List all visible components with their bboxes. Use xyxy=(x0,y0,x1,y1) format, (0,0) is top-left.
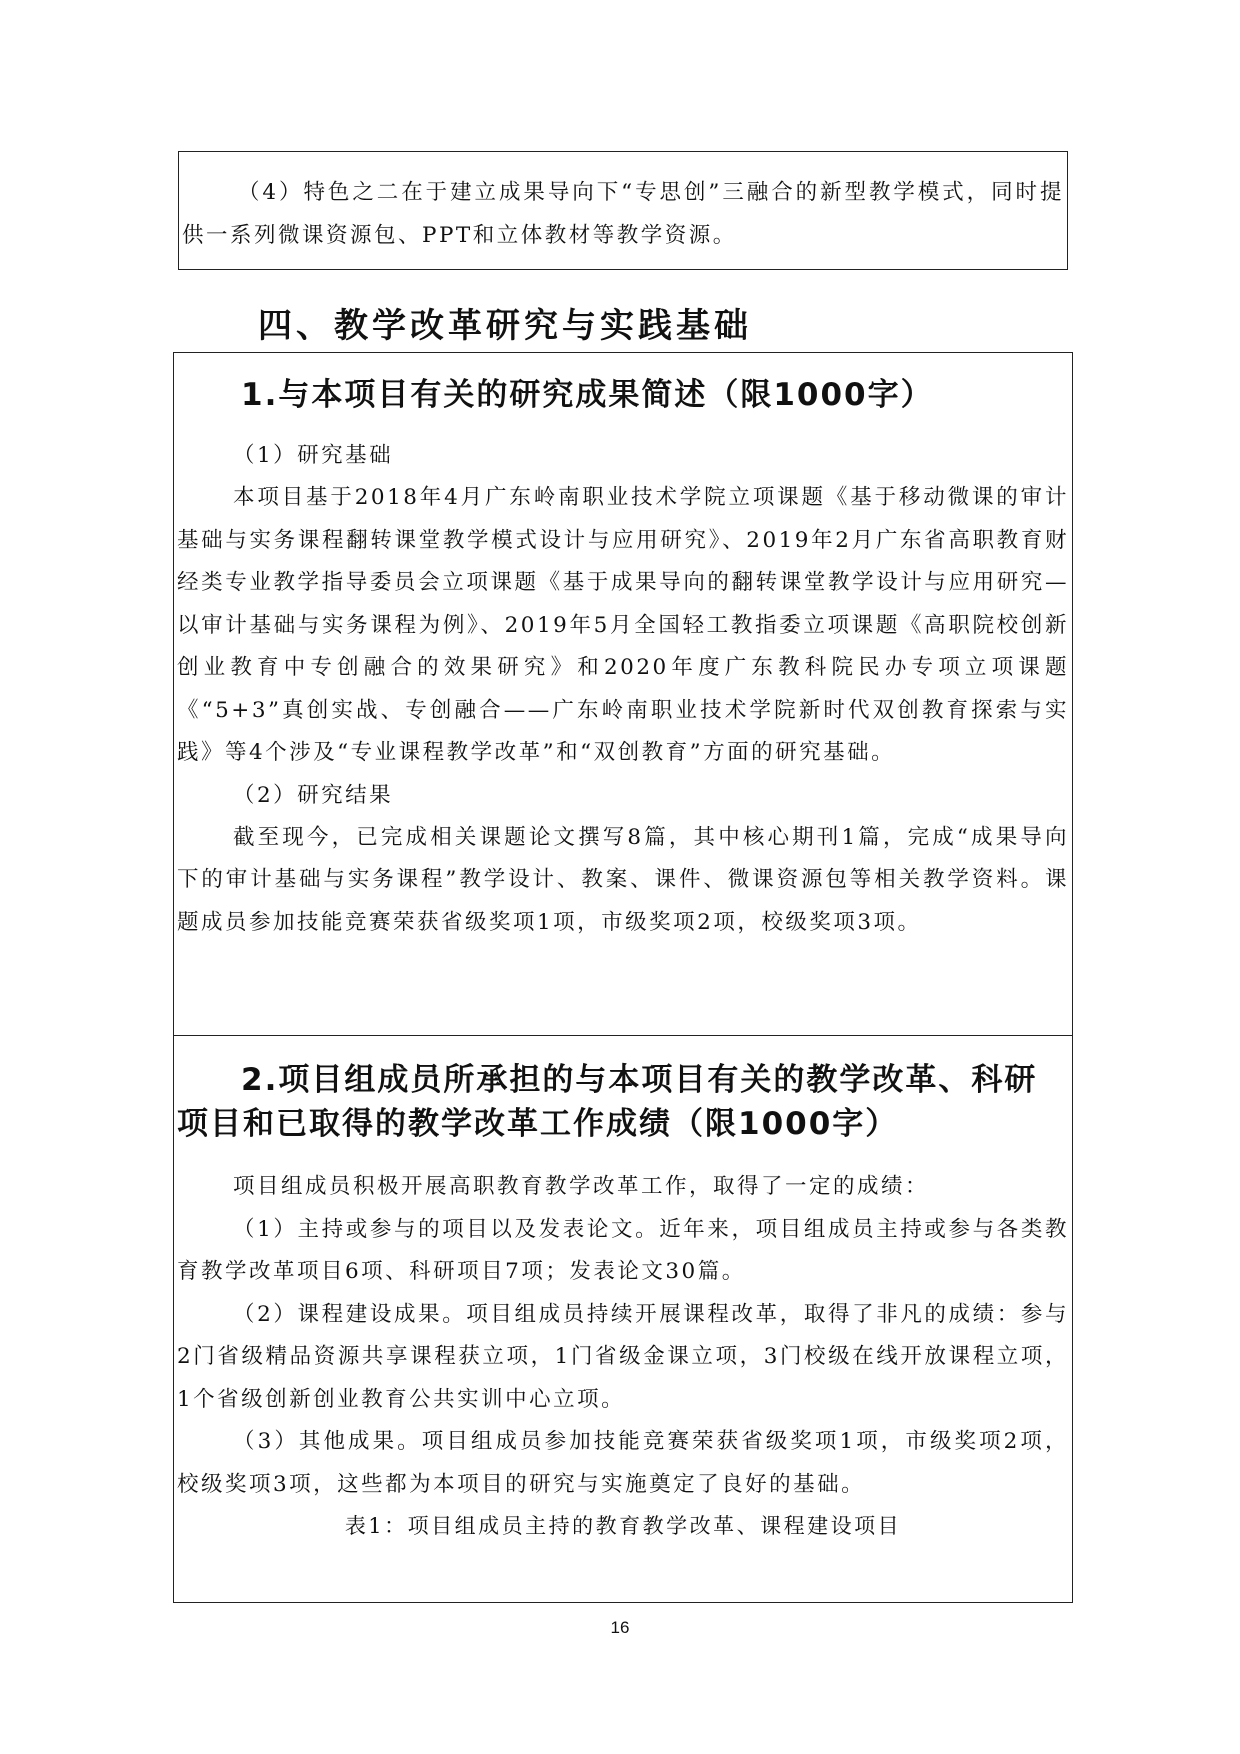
section1-subheading-research-results: （2）研究结果 xyxy=(233,782,394,808)
section1-subheading-research-basis: （1）研究基础 xyxy=(233,443,394,468)
section1-paragraph-basis: 本项目基于2018年4月广东岭南职业技术学院立项课题《基于移动微课的审计基础与实务课程翻转课堂教学模式设计与应用研究》、2019年2月广东省高职教育财经类专业教学指导委员会立项课题《基于成果导向的翻转课堂教学设计与应用研究—以审计基础与实务课程为例》、2019年5月全国轻工教指委立项课题《高职院校创新创业教育中专创融合的效果研究》和2020年度广东教科院民办专项立项课题《“5+3”真创实战、专创融合——广东岭南职业技术学院新时代双创教育探索与实践》等4个涉及“专业课程教学改革”和“双创教育”方面的研究基础。 xyxy=(177,485,1069,765)
section1-title: 1.与本项目有关的研究成果简述（限1000字） xyxy=(241,377,934,413)
page-number: 16 xyxy=(610,1618,630,1637)
feature-paragraph: （4）特色之二在于建立成果导向下“专思创”三融合的新型教学模式，同时提供一系列微课资源包、PPT和立体教材等教学资源。 xyxy=(182,180,1064,248)
section1-paragraph-results: 截至现今，已完成相关课题论文撰写8篇，其中核心期刊1篇，完成“成果导向下的审计基础与实务课程”教学设计、教案、课件、微课资源包等相关教学资料。课题成员参加技能竞赛荣获省级奖项1项，市级奖项2项，校级奖项3项。 xyxy=(177,824,1069,935)
section2-item-3: （3）其他成果。项目组成员参加技能竞赛荣获省级奖项1项，市级奖项2项，校级奖项3项，这些都为本项目的研究与实施奠定了良好的基础。 xyxy=(177,1429,1069,1497)
feature-box xyxy=(178,151,1068,270)
research-results-box xyxy=(173,352,1073,1036)
team-projects-box xyxy=(173,1035,1073,1603)
section2-item-1: （1）主持或参与的项目以及发表论文。近年来，项目组成员主持或参与各类教育教学改革项目6项、科研项目7项；发表论文30篇。 xyxy=(177,1216,1069,1284)
table-caption: 表1：项目组成员主持的教育教学改革、课程建设项目 xyxy=(344,1514,902,1538)
section2-item-2: （2）课程建设成果。项目组成员持续开展课程改革，取得了非凡的成绩：参与2门省级精品资源共享课程获立项，1门省级金课立项，3门校级在线开放课程立项，1个省级创新创业教育公共实训中心立项。 xyxy=(177,1301,1069,1412)
section-heading: 四、教学改革研究与实践基础 xyxy=(258,306,752,346)
section2-title: 2.项目组成员所承担的与本项目有关的教学改革、科研项目和已取得的教学改革工作成绩（限1000字） xyxy=(177,1062,1038,1142)
section2-intro: 项目组成员积极开展高职教育教学改革工作，取得了一定的成绩： xyxy=(233,1174,930,1199)
